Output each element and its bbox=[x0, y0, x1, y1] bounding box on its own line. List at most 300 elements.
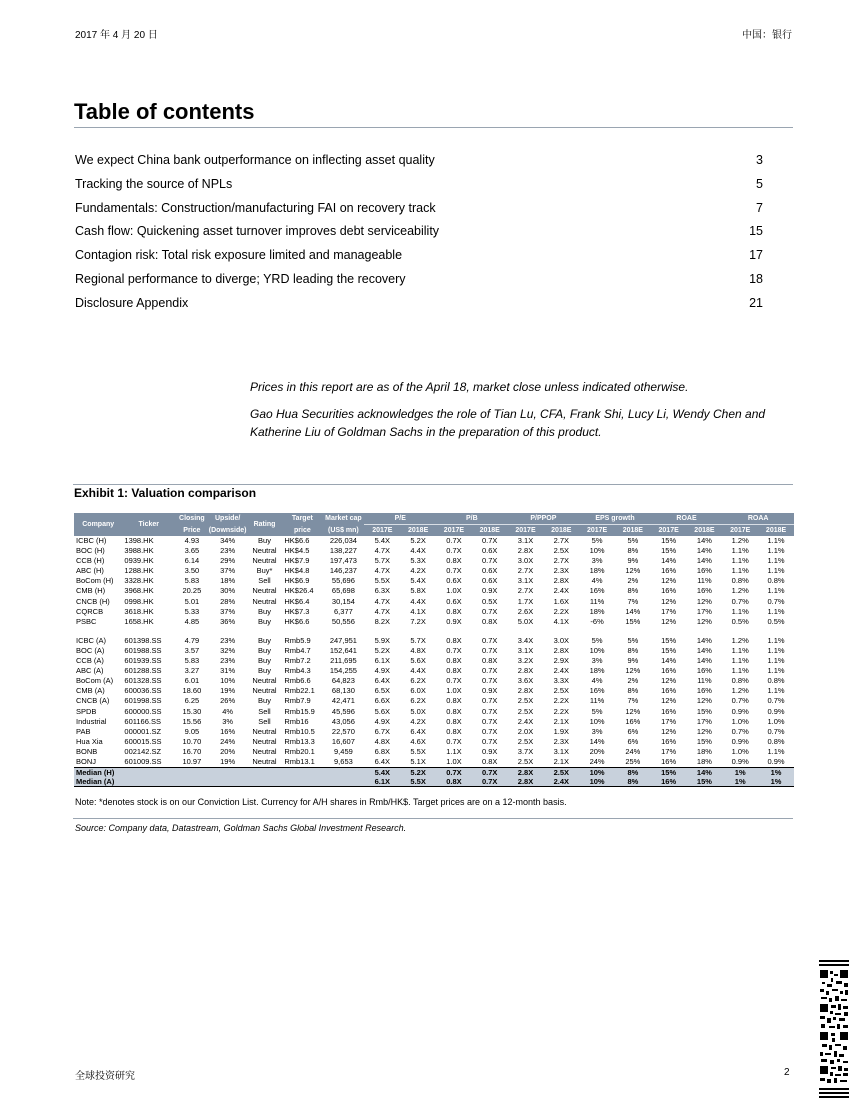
value-cell: 2.8X bbox=[553, 645, 569, 655]
value-cell: 11% bbox=[697, 576, 712, 586]
value-cell: 2.3X bbox=[553, 566, 569, 576]
value-cell: 65,698 bbox=[331, 586, 355, 596]
median-value-cell: 0.7X bbox=[436, 768, 472, 778]
median-value-cell: 5.4X bbox=[364, 768, 400, 778]
company-cell: Hua Xia bbox=[76, 736, 103, 746]
value-cell: 9,653 bbox=[334, 756, 353, 766]
value-cell: 3.57 bbox=[184, 645, 200, 655]
value-cell: 16% bbox=[661, 706, 677, 716]
table-row bbox=[74, 556, 794, 566]
value-cell: 1.0X bbox=[446, 756, 462, 766]
value-cell: 10% bbox=[589, 645, 605, 655]
value-cell: 16% bbox=[661, 666, 677, 676]
value-cell: 2.8X bbox=[517, 686, 534, 696]
value-cell: 0.8X bbox=[446, 656, 462, 666]
median-value-cell: 1% bbox=[758, 777, 794, 786]
value-cell: 0.9X bbox=[446, 616, 462, 626]
median-value-cell: 2.8X bbox=[508, 777, 544, 786]
value-cell: 6.0X bbox=[410, 686, 426, 696]
median-value-cell: 15% bbox=[651, 768, 687, 778]
value-cell: 6.4X bbox=[374, 756, 391, 766]
toc-entry[interactable] bbox=[75, 198, 763, 222]
value-cell: 22,570 bbox=[331, 726, 355, 736]
toc-entry[interactable] bbox=[75, 221, 763, 245]
value-cell: 12% bbox=[696, 596, 712, 606]
value-cell: 1.1% bbox=[731, 606, 749, 616]
value-cell: 10% bbox=[220, 676, 236, 686]
value-cell: 0.8X bbox=[446, 706, 462, 716]
value-cell: 247,951 bbox=[329, 635, 357, 645]
value-cell: 2.1X bbox=[553, 756, 569, 766]
value-cell: 16% bbox=[696, 686, 712, 696]
value-cell: 23% bbox=[220, 656, 236, 666]
value-cell: 2.5X bbox=[517, 696, 534, 706]
median-label: Median (A) bbox=[74, 777, 364, 786]
value-cell: 7% bbox=[627, 696, 639, 706]
value-cell: Buy bbox=[258, 606, 271, 616]
value-cell: 0.8X bbox=[481, 756, 498, 766]
value-cell: 0.8X bbox=[446, 556, 462, 566]
col-header-rating: Rating bbox=[247, 513, 283, 536]
value-cell: 5% bbox=[591, 706, 603, 716]
value-cell: 4% bbox=[591, 576, 603, 586]
value-cell: 0.7X bbox=[481, 696, 498, 706]
value-cell: 0.7X bbox=[481, 666, 498, 676]
value-cell: 0.8X bbox=[446, 666, 462, 676]
value-cell: 0.8% bbox=[731, 676, 749, 686]
value-cell: Rmb4.7 bbox=[284, 645, 311, 655]
value-cell: 15% bbox=[696, 706, 712, 716]
value-cell: 24% bbox=[220, 736, 236, 746]
value-cell: 16% bbox=[661, 686, 677, 696]
value-cell: Neutral bbox=[252, 726, 277, 736]
company-cell: BOC (A) bbox=[76, 645, 105, 655]
value-cell: 14% bbox=[696, 556, 712, 566]
value-cell: 0.7X bbox=[481, 606, 498, 616]
toc-entry-text: Disclosure Appendix bbox=[75, 295, 189, 310]
value-cell: 2.2X bbox=[553, 706, 569, 716]
value-cell: 15.56 bbox=[182, 716, 202, 726]
value-cell: Buy bbox=[258, 666, 271, 676]
value-cell: 1.7X bbox=[517, 596, 534, 606]
value-cell: 15.30 bbox=[182, 706, 202, 716]
value-cell: HK$6.6 bbox=[284, 536, 310, 545]
value-cell: 0.7X bbox=[446, 546, 462, 556]
toc-entry[interactable] bbox=[75, 245, 763, 269]
table-row bbox=[74, 656, 794, 666]
company-cell: ICBC (A) bbox=[76, 635, 106, 645]
value-cell: 5.6X bbox=[410, 656, 426, 666]
ticker-cell: 3988.HK bbox=[124, 546, 154, 556]
col-header-mcap: Market cap bbox=[322, 513, 364, 525]
value-cell: 5.2X bbox=[374, 645, 391, 655]
value-cell: 1.1% bbox=[731, 656, 749, 666]
col-header-ticker: Ticker bbox=[122, 513, 175, 536]
value-cell: 6.4X bbox=[374, 676, 391, 686]
value-cell: 0.7X bbox=[481, 645, 498, 655]
value-cell: 0.9% bbox=[731, 756, 749, 766]
toc-entry-text: Tracking the source of NPLs bbox=[75, 176, 233, 191]
value-cell: 1.1% bbox=[767, 556, 785, 566]
value-cell: 5.83 bbox=[184, 576, 200, 586]
ticker-cell: 3968.HK bbox=[124, 586, 154, 596]
value-cell: 16% bbox=[696, 666, 712, 676]
ticker-cell: 601988.SS bbox=[124, 645, 162, 655]
toc-entry[interactable] bbox=[75, 174, 763, 198]
company-cell: BoCom (H) bbox=[76, 576, 114, 586]
value-cell: 6,377 bbox=[334, 606, 353, 616]
value-cell: 6% bbox=[627, 726, 639, 736]
value-cell: 6.2X bbox=[410, 676, 426, 686]
value-cell: 6.3X bbox=[374, 586, 391, 596]
value-cell: 0.8% bbox=[731, 576, 749, 586]
table-note: Note: *denotes stock is on our Conviction List. Currency for A/H shares in Rmb/HK$. Target prices are on a 12-month basis. bbox=[75, 797, 567, 807]
value-cell: 16% bbox=[696, 566, 712, 576]
value-cell: 0.8X bbox=[446, 716, 462, 726]
company-cell: PAB bbox=[76, 726, 91, 736]
toc-entry-text: Fundamentals: Construction/manufacturing FAI on recovery track bbox=[75, 200, 436, 215]
value-cell: 3.2X bbox=[517, 656, 534, 666]
value-cell: 15% bbox=[696, 736, 712, 746]
ticker-cell: 1288.HK bbox=[124, 566, 154, 576]
group-header-pb: P/B bbox=[436, 513, 508, 525]
company-cell: SPDB bbox=[76, 706, 97, 716]
value-cell: 3.1X bbox=[517, 576, 534, 586]
value-cell: Neutral bbox=[252, 676, 277, 686]
value-cell: 6% bbox=[627, 736, 639, 746]
value-cell: 0.7% bbox=[731, 596, 749, 606]
value-cell: 14% bbox=[696, 546, 712, 556]
median-value-cell: 16% bbox=[651, 777, 687, 786]
value-cell: 12% bbox=[661, 596, 677, 606]
value-cell: 0.9X bbox=[481, 686, 498, 696]
value-cell: Neutral bbox=[252, 686, 277, 696]
table-row bbox=[74, 566, 794, 576]
ticker-cell: 0998.HK bbox=[124, 596, 154, 606]
value-cell: 9.05 bbox=[184, 726, 200, 736]
value-cell: 12% bbox=[661, 726, 677, 736]
prices-note: Prices in this report are as of the April 18, market close unless indicated otherwise. bbox=[250, 380, 689, 394]
value-cell: 2.5X bbox=[517, 706, 534, 716]
value-cell: 1.2% bbox=[731, 586, 749, 596]
value-cell: 23% bbox=[220, 635, 236, 645]
value-cell: 26% bbox=[220, 696, 236, 706]
ticker-cell: 601009.SS bbox=[124, 756, 162, 766]
value-cell: 16% bbox=[661, 566, 677, 576]
value-cell: 29% bbox=[220, 556, 236, 566]
report-date: 2017 年 4 月 20 日 bbox=[75, 30, 158, 41]
value-cell: 6.25 bbox=[184, 696, 200, 706]
value-cell: 4.4X bbox=[410, 546, 426, 556]
value-cell: Rmb13.3 bbox=[284, 736, 315, 746]
value-cell: 2.5X bbox=[517, 756, 534, 766]
value-cell: 0.5% bbox=[767, 616, 785, 626]
value-cell: 1.1% bbox=[767, 635, 785, 645]
value-cell: 6.8X bbox=[374, 746, 391, 756]
table-row bbox=[74, 696, 794, 706]
value-cell: Neutral bbox=[252, 556, 277, 566]
value-cell: 0.8X bbox=[446, 635, 462, 645]
ticker-cell: 601328.SS bbox=[124, 676, 162, 686]
value-cell: 16% bbox=[589, 686, 605, 696]
toc-entry-text: Cash flow: Quickening asset turnover improves debt serviceability bbox=[75, 224, 440, 239]
value-cell: 3% bbox=[591, 656, 603, 666]
value-cell: 2.7X bbox=[517, 566, 534, 576]
value-cell: 37% bbox=[220, 606, 236, 616]
value-cell: Sell bbox=[258, 576, 271, 586]
value-cell: 7.2X bbox=[410, 616, 426, 626]
exhibit-title: Exhibit 1: Valuation comparison bbox=[74, 486, 257, 500]
value-cell: 1.1% bbox=[731, 645, 749, 655]
value-cell: Neutral bbox=[252, 596, 277, 606]
company-cell: BOC (H) bbox=[76, 546, 105, 556]
value-cell: 6.1X bbox=[374, 656, 391, 666]
median-value-cell: 15% bbox=[687, 777, 723, 786]
col-header-downside: (Downside) bbox=[209, 525, 247, 537]
value-cell: 5.3X bbox=[410, 556, 426, 566]
value-cell: 55,696 bbox=[331, 576, 355, 586]
value-cell: 2.8X bbox=[553, 576, 569, 586]
value-cell: 17% bbox=[661, 606, 677, 616]
value-cell: 0.7X bbox=[446, 676, 462, 686]
value-cell: 2.5X bbox=[517, 736, 534, 746]
value-cell: 18.60 bbox=[182, 686, 202, 696]
value-cell: 4.1X bbox=[553, 616, 569, 626]
value-cell: 14% bbox=[696, 635, 712, 645]
company-cell: CMB (A) bbox=[76, 686, 105, 696]
table-of-contents bbox=[75, 150, 763, 317]
value-cell: 19% bbox=[220, 686, 236, 696]
value-cell: Sell bbox=[258, 706, 271, 716]
median-row bbox=[74, 768, 794, 778]
value-cell: 5.4X bbox=[374, 536, 391, 545]
ticker-cell: 3328.HK bbox=[124, 576, 154, 586]
value-cell: 14% bbox=[661, 656, 677, 666]
value-cell: 14% bbox=[589, 736, 605, 746]
value-cell: 20% bbox=[589, 746, 605, 756]
median-value-cell: 1% bbox=[722, 768, 758, 778]
value-cell: 19% bbox=[220, 756, 236, 766]
toc-entry-page: 15 bbox=[749, 224, 763, 239]
value-cell: 15% bbox=[661, 635, 677, 645]
value-cell: 4.79 bbox=[184, 635, 200, 645]
value-cell: 2.7X bbox=[517, 586, 534, 596]
toc-title-divider bbox=[74, 127, 793, 128]
value-cell: Buy bbox=[258, 536, 271, 545]
value-cell: Rmb22.1 bbox=[284, 686, 315, 696]
value-cell: 5.7X bbox=[374, 556, 391, 566]
median-value-cell: 0.7X bbox=[472, 768, 508, 778]
company-cell: CCB (A) bbox=[76, 656, 104, 666]
value-cell: 23% bbox=[220, 546, 236, 556]
company-cell: BONJ bbox=[76, 756, 97, 766]
value-cell: 14% bbox=[696, 656, 712, 666]
value-cell: 1.1% bbox=[767, 656, 785, 666]
value-cell: 2% bbox=[627, 676, 639, 686]
value-cell: 4.4X bbox=[410, 666, 426, 676]
value-cell: Rmb16 bbox=[284, 716, 309, 726]
value-cell: 5.9X bbox=[374, 635, 391, 645]
table-row bbox=[74, 586, 794, 596]
table-row bbox=[74, 646, 794, 656]
col-header-year: 2017E bbox=[436, 525, 472, 537]
median-label: Median (H) bbox=[74, 768, 364, 778]
valuation-table-container bbox=[74, 513, 794, 787]
value-cell: 8% bbox=[627, 546, 639, 556]
value-cell: 8% bbox=[627, 586, 639, 596]
value-cell: 0.8% bbox=[767, 576, 785, 586]
col-header-year: 2018E bbox=[758, 525, 794, 537]
value-cell: 1.0% bbox=[731, 746, 749, 756]
value-cell: 10.70 bbox=[182, 736, 202, 746]
toc-entry[interactable] bbox=[75, 293, 763, 317]
page-number: 2 bbox=[784, 1067, 790, 1078]
company-cell: PSBC bbox=[76, 616, 97, 626]
value-cell: Buy* bbox=[256, 566, 273, 576]
value-cell: 4.7X bbox=[374, 566, 391, 576]
toc-entry-text: Regional performance to diverge; YRD leading the recovery bbox=[75, 271, 406, 286]
value-cell: 30% bbox=[220, 586, 236, 596]
value-cell: 18% bbox=[696, 756, 712, 766]
median-value-cell: 1% bbox=[758, 768, 794, 778]
value-cell: 4.93 bbox=[184, 536, 200, 545]
toc-entry[interactable] bbox=[75, 269, 763, 293]
value-cell: 24% bbox=[589, 756, 605, 766]
value-cell: 30,154 bbox=[331, 596, 355, 606]
col-header-year: 2017E bbox=[579, 525, 615, 537]
ticker-cell: 000001.SZ bbox=[124, 726, 162, 736]
value-cell: 0.6X bbox=[481, 566, 498, 576]
group-header-roaa: ROAA bbox=[722, 513, 794, 525]
value-cell: 0.7X bbox=[446, 566, 462, 576]
value-cell: 138,227 bbox=[329, 546, 357, 556]
value-cell: 12% bbox=[696, 616, 712, 626]
value-cell: 6.01 bbox=[184, 676, 200, 686]
value-cell: 11% bbox=[589, 596, 605, 606]
table-row bbox=[74, 636, 794, 646]
value-cell: Rmb7.9 bbox=[284, 696, 311, 706]
table-source: Source: Company data, Datastream, Goldman Sachs Global Investment Research. bbox=[75, 823, 407, 833]
toc-entry[interactable] bbox=[75, 150, 763, 174]
table-row bbox=[74, 717, 794, 727]
value-cell: 2.2X bbox=[553, 606, 569, 616]
table-header bbox=[74, 513, 794, 536]
value-cell: 43,056 bbox=[331, 716, 355, 726]
value-cell: 0.7X bbox=[481, 706, 498, 716]
value-cell: 1.2% bbox=[731, 635, 749, 645]
value-cell: 0.6X bbox=[446, 596, 462, 606]
value-cell: 0.7% bbox=[731, 726, 749, 736]
value-cell: 0.9% bbox=[767, 756, 785, 766]
toc-entry-page: 18 bbox=[749, 271, 763, 286]
value-cell: 12% bbox=[625, 706, 641, 716]
value-cell: 42,471 bbox=[331, 696, 355, 706]
value-cell: 0.8% bbox=[767, 676, 785, 686]
spacer-cell bbox=[74, 627, 794, 636]
company-cell: ABC (A) bbox=[76, 666, 104, 676]
col-header-price-unit: price bbox=[282, 525, 322, 537]
value-cell: 3.4X bbox=[517, 635, 534, 645]
value-cell: 6.5X bbox=[374, 686, 391, 696]
col-header-year: 2018E bbox=[472, 525, 508, 537]
median-value-cell: 2.5X bbox=[543, 768, 579, 778]
value-cell: HK$6.4 bbox=[284, 596, 310, 606]
ticker-cell: 601998.SS bbox=[124, 696, 162, 706]
value-cell: 2.4X bbox=[553, 586, 569, 596]
value-cell: 3.1X bbox=[517, 645, 534, 655]
value-cell: 0.8% bbox=[767, 736, 785, 746]
value-cell: Sell bbox=[258, 716, 271, 726]
value-cell: 12% bbox=[625, 666, 641, 676]
value-cell: 1.1% bbox=[767, 645, 785, 655]
value-cell: 6.7X bbox=[374, 726, 391, 736]
median-value-cell: 0.7X bbox=[472, 777, 508, 786]
ticker-cell: 600015.SS bbox=[124, 736, 162, 746]
value-cell: 2.7X bbox=[553, 536, 569, 545]
median-value-cell: 10% bbox=[579, 768, 615, 778]
value-cell: 1.0X bbox=[446, 586, 462, 596]
ticker-cell: 601288.SS bbox=[124, 666, 162, 676]
value-cell: 4.1X bbox=[410, 606, 426, 616]
value-cell: 1.9X bbox=[553, 726, 569, 736]
value-cell: 1.1% bbox=[767, 606, 785, 616]
value-cell: 3.1X bbox=[553, 746, 569, 756]
value-cell: 3% bbox=[222, 716, 234, 726]
value-cell: 5% bbox=[627, 635, 639, 645]
value-cell: 17% bbox=[696, 606, 712, 616]
table-spacer-row bbox=[74, 627, 794, 636]
value-cell: 45,596 bbox=[331, 706, 355, 716]
value-cell: 12% bbox=[696, 696, 712, 706]
company-cell: CNCB (H) bbox=[76, 596, 110, 606]
value-cell: Neutral bbox=[252, 736, 277, 746]
col-header-target: Target bbox=[282, 513, 322, 525]
value-cell: 3.6X bbox=[517, 676, 534, 686]
value-cell: 0.9% bbox=[731, 706, 749, 716]
toc-entry-page: 7 bbox=[756, 200, 763, 215]
value-cell: 5.5X bbox=[410, 746, 426, 756]
table-row bbox=[74, 576, 794, 586]
value-cell: 4.9X bbox=[374, 666, 391, 676]
value-cell: 4.85 bbox=[184, 616, 200, 626]
acknowledgement-note: Gao Hua Securities acknowledges the role of Tian Lu, CFA, Frank Shi, Lucy Li, Wendy Chen and Katherine Liu of Goldman Sachs in the preparation of this product. bbox=[250, 407, 766, 439]
value-cell: 4.8X bbox=[374, 736, 391, 746]
table-row bbox=[74, 686, 794, 696]
value-cell: 10% bbox=[589, 546, 605, 556]
value-cell: 12% bbox=[661, 696, 677, 706]
value-cell: HK$26.4 bbox=[284, 586, 314, 596]
value-cell: 2.4X bbox=[553, 666, 569, 676]
value-cell: 18% bbox=[696, 746, 712, 756]
company-cell: ABC (H) bbox=[76, 566, 104, 576]
median-value-cell: 2.4X bbox=[543, 777, 579, 786]
value-cell: 34% bbox=[220, 536, 236, 545]
value-cell: HK$6.9 bbox=[284, 576, 310, 586]
value-cell: 4% bbox=[591, 676, 603, 686]
value-cell: Buy bbox=[258, 645, 271, 655]
table-row bbox=[74, 546, 794, 556]
value-cell: 6.14 bbox=[184, 556, 200, 566]
value-cell: 12% bbox=[696, 726, 712, 736]
value-cell: 1.1% bbox=[767, 686, 785, 696]
value-cell: Buy bbox=[258, 616, 271, 626]
value-cell: 18% bbox=[589, 566, 605, 576]
value-cell: 0.7X bbox=[481, 556, 498, 566]
value-cell: 12% bbox=[661, 676, 677, 686]
ticker-cell: 1658.HK bbox=[124, 616, 154, 626]
col-header-company: Company bbox=[74, 513, 122, 536]
value-cell: 0.7% bbox=[767, 726, 785, 736]
